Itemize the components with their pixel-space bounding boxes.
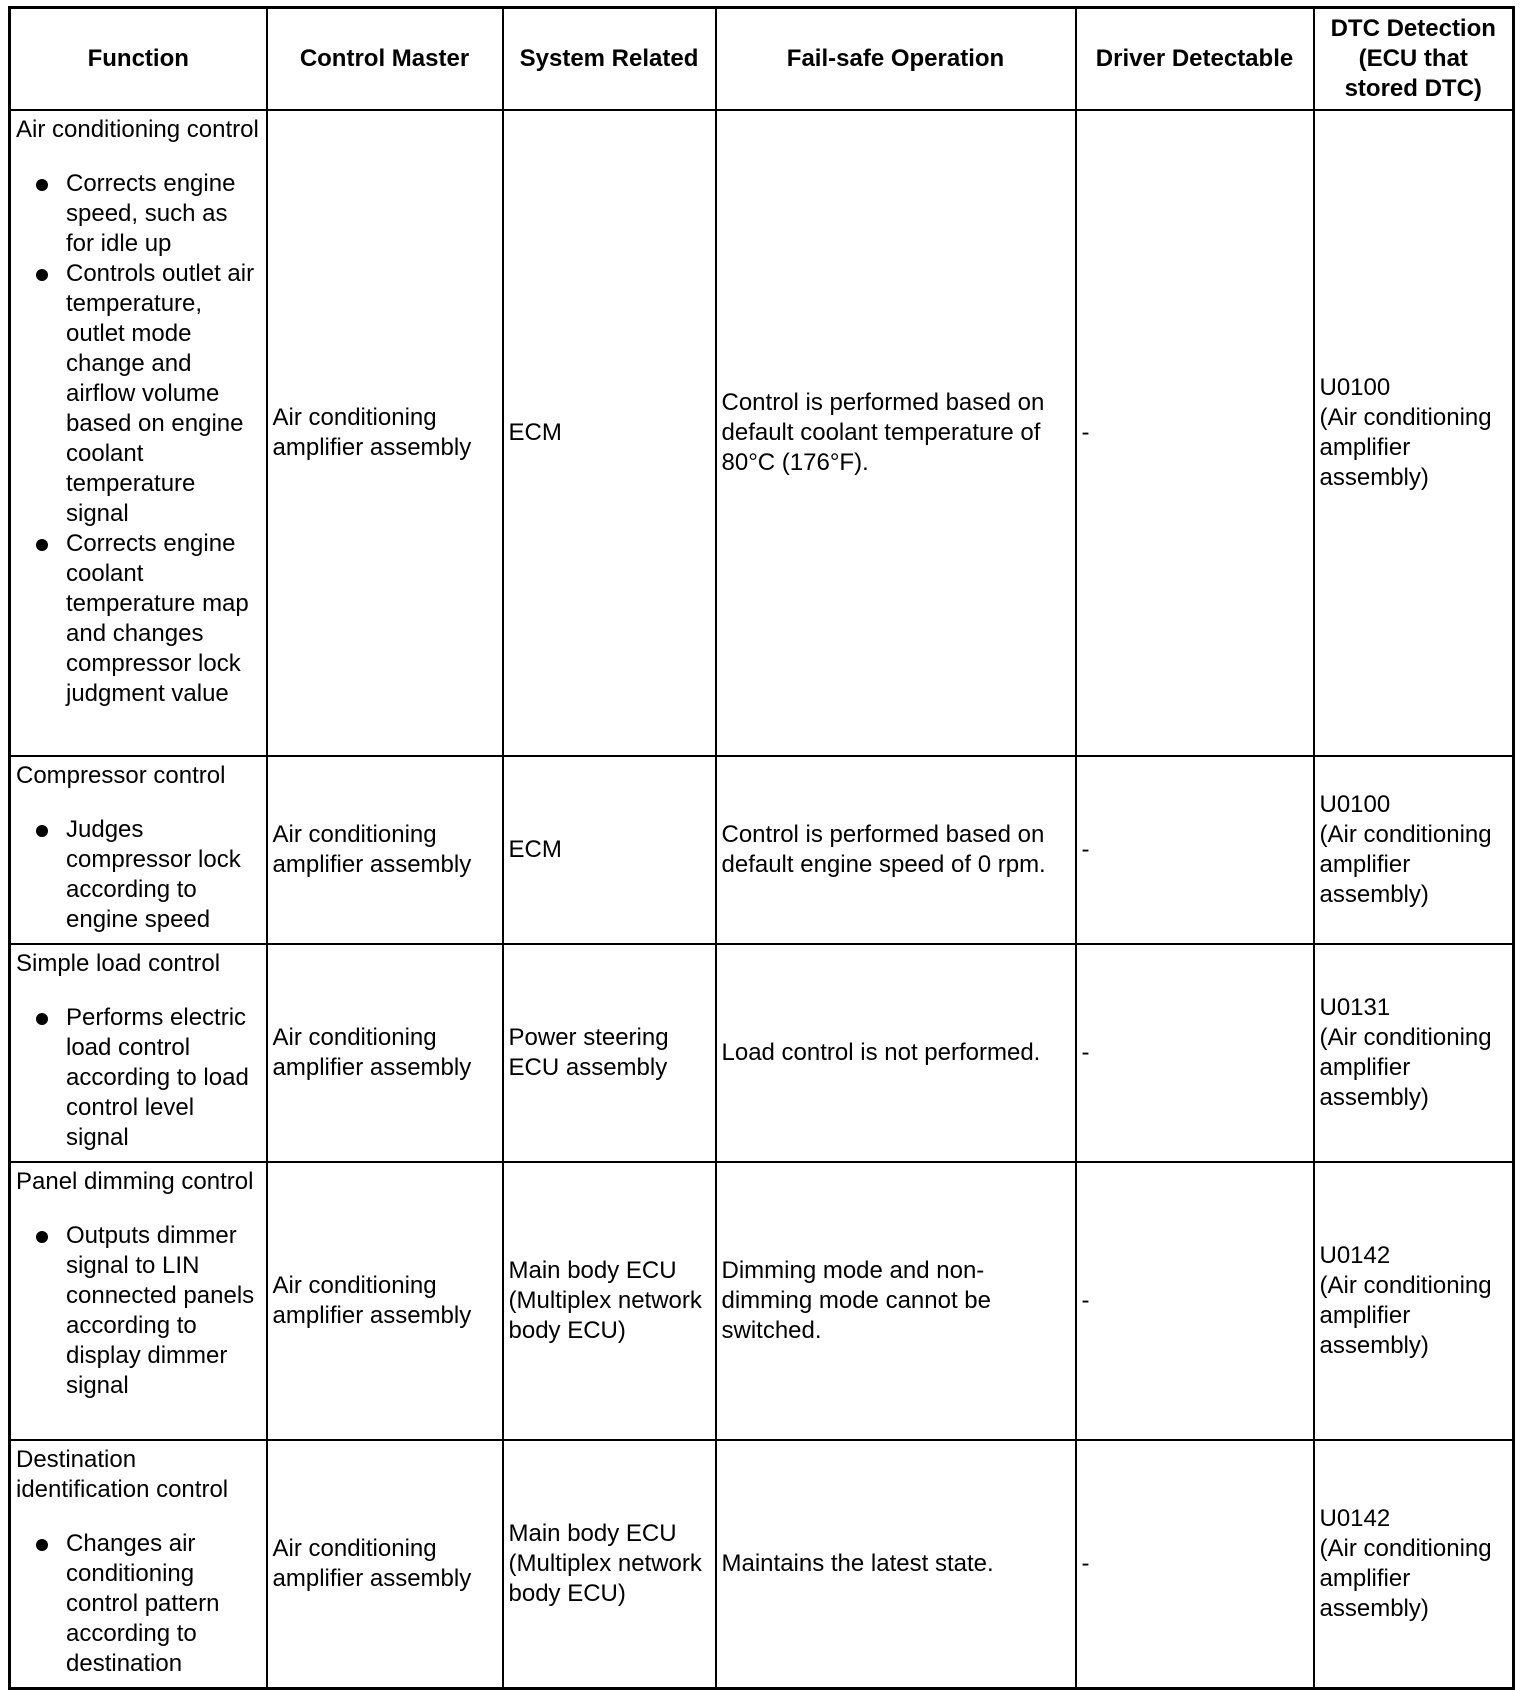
header-dtc-detection: DTC Detection (ECU that stored DTC)	[1314, 8, 1514, 111]
bullet-icon	[36, 1013, 48, 1025]
table-container	[8, 6, 1515, 1690]
bullet-icon	[36, 179, 48, 191]
driver-detectable-cell: -	[1076, 944, 1314, 1162]
bullet-text: Corrects engine coolant temperature map and changes compressor lock judgment value	[66, 530, 249, 707]
fail-safe-cell: Control is performed based on default engine speed of 0 rpm.	[716, 756, 1076, 944]
table-row	[10, 944, 1514, 1162]
dtc-code: U0142	[1319, 1242, 1391, 1269]
system-related-cell: Power steering ECU assembly	[503, 944, 716, 1162]
bullet-text: Controls outlet air temperature, outlet mode change and airflow volume based on engine coolant temperature signal	[66, 260, 255, 527]
bullet-text: Outputs dimmer signal to LIN connected panels according to display dimmer signal	[66, 1222, 255, 1399]
bullet-item	[16, 529, 261, 709]
dtc-code: U0100	[1319, 374, 1391, 401]
bullet-item	[16, 1221, 261, 1401]
bullet-item	[16, 1003, 261, 1153]
function-cell	[10, 944, 267, 1162]
table-row	[10, 110, 1514, 756]
function-bullets	[16, 169, 261, 709]
system-related-cell: Main body ECU (Multiplex network body ECU)	[503, 1440, 716, 1688]
table-row	[10, 756, 1514, 944]
function-cell	[10, 756, 267, 944]
dtc-code: U0131	[1319, 994, 1391, 1021]
header-function: Function	[10, 8, 267, 111]
dtc-ecu: (Air conditioning amplifier assembly)	[1319, 404, 1492, 491]
bullet-icon	[36, 1539, 48, 1551]
control-master-cell: Air conditioning amplifier assembly	[267, 110, 503, 756]
header-row	[10, 8, 1514, 111]
function-cell	[10, 1162, 267, 1440]
bullet-item	[16, 1529, 261, 1679]
dtc-cell	[1314, 756, 1514, 944]
function-title: Compressor control	[16, 762, 226, 789]
header-control-master: Control Master	[267, 8, 503, 111]
control-master-cell: Air conditioning amplifier assembly	[267, 944, 503, 1162]
function-title: Panel dimming control	[16, 1168, 254, 1195]
fail-safe-cell: Dimming mode and non-dimming mode cannot be switched.	[716, 1162, 1076, 1440]
bullet-text: Performs electric load control according to load control level signal	[66, 1004, 249, 1151]
fail-safe-table	[8, 6, 1515, 1690]
table-row	[10, 1162, 1514, 1440]
control-master-cell: Air conditioning amplifier assembly	[267, 756, 503, 944]
dtc-ecu: (Air conditioning amplifier assembly)	[1319, 821, 1492, 908]
function-bullets	[16, 1529, 261, 1679]
dtc-cell	[1314, 1162, 1514, 1440]
function-title: Destination identification control	[16, 1446, 229, 1503]
bullet-text: Changes air conditioning control pattern according to destination	[66, 1530, 220, 1677]
driver-detectable-cell: -	[1076, 110, 1314, 756]
header-driver-detectable: Driver Detectable	[1076, 8, 1314, 111]
fail-safe-cell: Maintains the latest state.	[716, 1440, 1076, 1688]
dtc-ecu: (Air conditioning amplifier assembly)	[1319, 1024, 1492, 1111]
function-title: Simple load control	[16, 950, 221, 977]
function-cell	[10, 110, 267, 756]
table-row	[10, 1440, 1514, 1688]
function-bullets	[16, 1003, 261, 1153]
bullet-icon	[36, 269, 48, 281]
control-master-cell: Air conditioning amplifier assembly	[267, 1162, 503, 1440]
bullet-icon	[36, 825, 48, 837]
system-related-cell: ECM	[503, 756, 716, 944]
bullet-text: Judges compressor lock according to engine speed	[66, 816, 241, 933]
dtc-ecu: (Air conditioning amplifier assembly)	[1319, 1534, 1492, 1622]
bullet-item	[16, 815, 261, 935]
bullet-icon	[36, 1231, 48, 1243]
bullet-item	[16, 169, 261, 259]
dtc-cell	[1314, 944, 1514, 1162]
control-master-cell: Air conditioning amplifier assembly	[267, 1440, 503, 1688]
function-cell	[10, 1440, 267, 1688]
driver-detectable-cell: -	[1076, 1162, 1314, 1440]
fail-safe-cell: Control is performed based on default coolant temperature of 80°C (176°F).	[716, 110, 1076, 756]
fail-safe-cell: Load control is not performed.	[716, 944, 1076, 1162]
dtc-cell	[1314, 1440, 1514, 1688]
bullet-item	[16, 259, 261, 529]
system-related-cell: ECM	[503, 110, 716, 756]
driver-detectable-cell: -	[1076, 756, 1314, 944]
bullet-icon	[36, 539, 48, 551]
function-bullets	[16, 1221, 261, 1401]
driver-detectable-cell: -	[1076, 1440, 1314, 1688]
bullet-text: Corrects engine speed, such as for idle up	[66, 170, 236, 257]
function-title: Air conditioning control	[16, 116, 259, 143]
function-bullets	[16, 815, 261, 935]
dtc-cell	[1314, 110, 1514, 756]
dtc-code: U0100	[1319, 791, 1391, 818]
header-system-related: System Related	[503, 8, 716, 111]
system-related-cell: Main body ECU (Multiplex network body ECU)	[503, 1162, 716, 1440]
header-fail-safe: Fail-safe Operation	[716, 8, 1076, 111]
dtc-ecu: (Air conditioning amplifier assembly)	[1319, 1272, 1492, 1359]
dtc-code: U0142	[1319, 1504, 1391, 1532]
